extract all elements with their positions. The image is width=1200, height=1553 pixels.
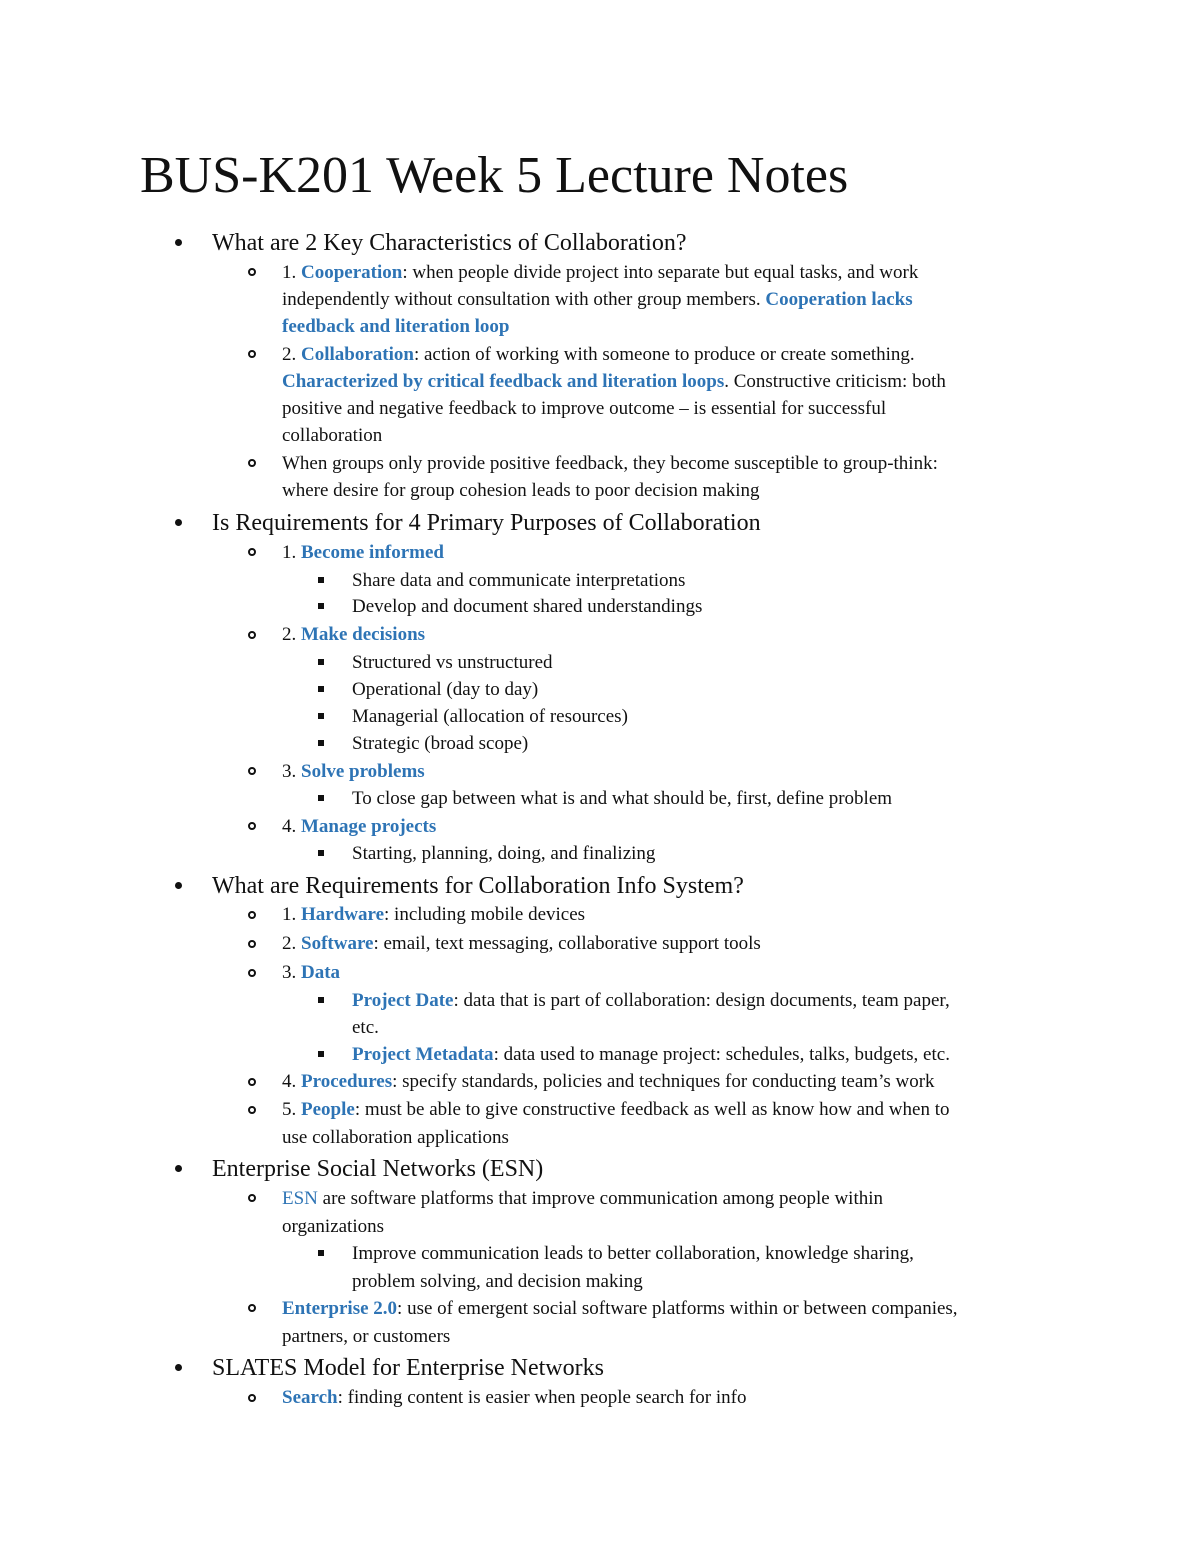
bullet-circle — [248, 1304, 256, 1312]
list-item: 3. Data — [282, 962, 341, 983]
list-item: 1. Become informed — [282, 542, 444, 563]
list-item: 5. People: must be able to give constructive feedback as well as know how and when to — [282, 1099, 950, 1120]
list-item: Search: finding content is easier when people search for info — [282, 1387, 747, 1408]
bullet-circle — [248, 1106, 256, 1114]
sub-list-item: Improve communication leads to better collaboration, knowledge sharing, — [352, 1243, 914, 1264]
list-item: 1. Hardware: including mobile devices — [282, 904, 586, 925]
list-item: 4. Manage projects — [282, 816, 437, 837]
list-item: ESN are software platforms that improve communication among people within — [282, 1188, 883, 1209]
bullet-disc — [175, 1165, 182, 1172]
highlight-term: Become informed — [301, 542, 444, 563]
section-heading: Is Requirements for 4 Primary Purposes of Collaboration — [212, 510, 761, 536]
bullet-circle — [248, 1078, 256, 1086]
section-heading: What are 2 Key Characteristics of Collaboration? — [212, 230, 687, 256]
list-item: 2. Software: email, text messaging, collaborative support tools — [282, 933, 761, 954]
list-item: 1. Cooperation: when people divide project into separate but equal tasks, and work — [282, 262, 919, 283]
bullet-circle — [248, 631, 256, 639]
list-item: 2. Collaboration: action of working with someone to produce or create something. — [282, 344, 915, 365]
bullet-square — [318, 686, 324, 692]
highlight-term: People — [301, 1099, 355, 1120]
list-item: Enterprise 2.0: use of emergent social software platforms within or between companies, — [282, 1298, 958, 1319]
bullet-circle — [248, 548, 256, 556]
bullet-circle — [248, 268, 256, 276]
highlight-term: Manage projects — [301, 816, 437, 837]
highlight-term: Procedures — [301, 1071, 393, 1092]
highlight-term: Search — [282, 1387, 338, 1408]
highlight-term: Project Date — [352, 990, 454, 1011]
highlight-term: Enterprise 2.0 — [282, 1298, 398, 1319]
bullet-square — [318, 997, 324, 1003]
sub-list-item: Project Date: data that is part of collaboration: design documents, team paper, — [352, 990, 950, 1011]
highlight-term: Project Metadata — [352, 1044, 494, 1065]
sub-list-item: Develop and document shared understandings — [352, 596, 703, 617]
bullet-circle — [248, 767, 256, 775]
bullet-square — [318, 577, 324, 583]
sub-list-item: Share data and communicate interpretations — [352, 570, 686, 591]
sub-list-item: To close gap between what is and what should be, first, define problem — [352, 788, 893, 809]
sub-list-item: Operational (day to day) — [352, 679, 539, 700]
highlight-term: Make decisions — [301, 624, 426, 645]
page-title: BUS-K201 Week 5 Lecture Notes — [140, 147, 849, 204]
sub-list-item: Strategic (broad scope) — [352, 733, 529, 754]
bullet-square — [318, 1250, 324, 1256]
list-item-continuation: organizations — [282, 1216, 385, 1237]
bullet-disc — [175, 239, 182, 246]
highlight-term: Data — [301, 962, 341, 983]
bullet-square — [318, 1051, 324, 1057]
sub-list-item: Project Metadata: data used to manage project: schedules, talks, budgets, etc. — [352, 1044, 950, 1065]
bullet-square — [318, 850, 324, 856]
highlight-term: ESN — [282, 1188, 318, 1209]
bullet-square — [318, 659, 324, 665]
list-item-continuation: partners, or customers — [282, 1326, 451, 1347]
list-item: 3. Solve problems — [282, 761, 425, 782]
highlight-term: Characterized by critical feedback and literation loops — [282, 371, 725, 392]
bullet-square — [318, 795, 324, 801]
bullet-square — [318, 713, 324, 719]
section-heading: What are Requirements for Collaboration Info System? — [212, 873, 744, 899]
sub-list-item: Managerial (allocation of resources) — [352, 706, 628, 727]
list-item-continuation: independently without consultation with other group members. Cooperation lacks — [282, 289, 913, 310]
bullet-circle — [248, 969, 256, 977]
section-heading: SLATES Model for Enterprise Networks — [212, 1355, 604, 1381]
bullet-circle — [248, 940, 256, 948]
bullet-circle — [248, 459, 256, 467]
list-item-continuation: use collaboration applications — [282, 1127, 509, 1148]
section-heading: Enterprise Social Networks (ESN) — [212, 1156, 544, 1182]
highlight-term: Solve problems — [301, 761, 425, 782]
highlight-term: Collaboration — [301, 344, 414, 365]
highlight-term: Cooperation lacks — [765, 289, 913, 310]
bullet-disc — [175, 1364, 182, 1371]
bullet-circle — [248, 350, 256, 358]
list-item-continuation: collaboration — [282, 425, 383, 446]
bullet-circle — [248, 822, 256, 830]
bullet-circle — [248, 911, 256, 919]
highlight-term: Cooperation — [301, 262, 403, 283]
bullet-disc — [175, 882, 182, 889]
bullet-circle — [248, 1194, 256, 1202]
sub-list-item: Starting, planning, doing, and finalizing — [352, 843, 656, 864]
list-item: 2. Make decisions — [282, 624, 426, 645]
list-item-continuation: where desire for group cohesion leads to poor decision making — [282, 480, 760, 501]
list-item-continuation: feedback and literation loop — [282, 316, 510, 337]
highlight-term: Software — [301, 933, 374, 954]
sub-list-item: Structured vs unstructured — [352, 652, 553, 673]
bullet-square — [318, 603, 324, 609]
highlight-term: Hardware — [301, 904, 385, 925]
bullet-circle — [248, 1394, 256, 1402]
sub-list-item-continuation: etc. — [352, 1017, 379, 1038]
list-item-continuation: positive and negative feedback to improve outcome – is essential for successful — [282, 398, 887, 419]
bullet-disc — [175, 519, 182, 526]
sub-list-item-continuation: problem solving, and decision making — [352, 1271, 643, 1292]
list-item: When groups only provide positive feedback, they become susceptible to group-think: — [282, 453, 938, 474]
bullet-square — [318, 740, 324, 746]
list-item-continuation: Characterized by critical feedback and literation loops. Constructive criticism: both — [282, 371, 946, 392]
list-item: 4. Procedures: specify standards, policies and techniques for conducting team’s work — [282, 1071, 935, 1092]
